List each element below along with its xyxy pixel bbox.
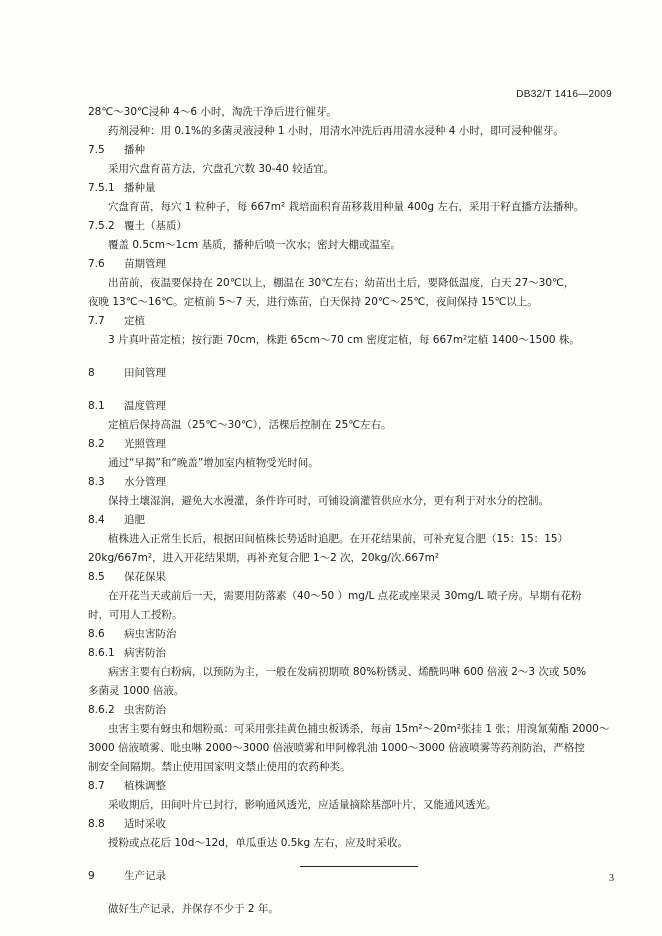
section-heading: 8.1 温度管理 <box>88 400 166 412</box>
section-heading: 7.5 播种 <box>88 144 145 156</box>
paragraph: 3 片真叶苗定植；按行距 70cm，株距 65cm～70 cm 密度定植，每 667m²定植 1400～1500 株。 <box>108 334 580 346</box>
section-heading: 8.4 追肥 <box>88 514 145 526</box>
paragraph: 病害主要有白粉病，以预防为主，一般在发病初期喷 80%粉锈灵、烯酰吗啉 600 倍液 2～3 次或 50% <box>108 666 587 678</box>
paragraph: 制安全间隔期。禁止使用国家明文禁止使用的农药种类。 <box>88 761 351 773</box>
paragraph: 覆盖 0.5cm～1cm 基质，播种后喷一次水；密封大棚或温室。 <box>108 239 402 251</box>
paragraph: 通过“早揭”和“晚盖”增加室内植物受光时间。 <box>108 457 319 469</box>
paragraph: 穴盘育苗，每穴 1 粒种子，每 667m² 栽培面积育苗移栽用种量 400g 左右，采用干籽直播方法播种。 <box>108 201 585 213</box>
paragraph: 出苗前，夜温要保持在 20℃以上，棚温在 30℃左右；幼苗出土后，要降低温度，白天 27～30℃， <box>108 277 575 289</box>
paragraph: 药剂浸种：用 0.1%的多菌灵液浸种 1 小时，用清水冲洗后再用清水浸种 4 小时，即可浸种催芽。 <box>108 125 564 137</box>
section-heading: 7.5.1 播种量 <box>88 182 156 194</box>
paragraph: 20kg/667m²，进入开花结果期，再补充复合肥 1～2 次，20kg/次.667m² <box>88 552 440 564</box>
chapter-heading: 9 生产记录 <box>88 870 166 882</box>
document-body <box>88 103 618 919</box>
section-heading: 8.8 适时采收 <box>88 818 166 830</box>
paragraph: 时，可用人工授粉。 <box>88 609 183 621</box>
section-heading: 7.7 定植 <box>88 315 145 327</box>
page-number: 3 <box>609 873 614 884</box>
section-heading: 8.3 水分管理 <box>88 476 166 488</box>
section-heading: 8.5 保花保果 <box>88 571 166 583</box>
paragraph: 28℃～30℃浸种 4～6 小时，淘洗干净后进行催芽。 <box>88 106 337 118</box>
paragraph: 授粉或点花后 10d～12d，单瓜重达 0.5kg 左右，应及时采收。 <box>108 837 409 849</box>
paragraph: 虫害主要有蚜虫和烟粉虱：可采用张挂黄色捕虫板诱杀，每亩 15m²～20m²张挂 1 张；用溴氰菊酯 2000～ <box>108 723 610 735</box>
paragraph: 植株进入正常生长后，根据田间植株长势适时追肥。在开花结果前，可补充复合肥（15：15：15） <box>108 533 569 545</box>
section-heading: 8.6 病虫害防治 <box>88 628 177 640</box>
document-code: DB32/T 1416—2009 <box>516 89 612 100</box>
paragraph: 多菌灵 1000 倍液。 <box>88 685 185 697</box>
paragraph: 保持土壤湿润，避免大水漫灌，条件许可时，可铺设滴灌管供应水分，更有利于对水分的控制。 <box>108 495 549 507</box>
paragraph: 做好生产记录，并保存不少于 2 年。 <box>108 903 279 915</box>
section-heading: 7.6 苗期管理 <box>88 258 166 270</box>
paragraph: 3000 倍液喷雾、吡虫啉 2000～3000 倍液喷雾和甲阿橡乳油 1000～3000 倍液喷雾等药剂防治，严格控 <box>88 742 585 754</box>
section-heading: 7.5.2 覆土（基质） <box>88 220 187 232</box>
section-heading: 8.7 植株调整 <box>88 780 166 792</box>
paragraph: 在开花当天或前后一天，需要用防落素（40～50 ）mg/L 点花或座果灵 30mg/L 喷子房。早期有花粉 <box>108 590 582 602</box>
paragraph: 采用穴盘育苗方法，穴盘孔穴数 30-40 较适宜。 <box>108 163 335 175</box>
section-heading: 8.6.1 病害防治 <box>88 647 166 659</box>
paragraph: 夜晚 13℃～16℃。定植前 5～7 天，进行炼苗，白天保持 20℃～25℃，夜间保持 15℃以上。 <box>88 296 538 308</box>
paragraph: 定植后保持高温（25℃～30℃），活棵后控制在 25℃左右。 <box>108 419 392 431</box>
paragraph: 采收期后，田间叶片已封行，影响通风透光，应适量摘除基部叶片，又能通风透光。 <box>108 799 497 811</box>
section-heading: 8.6.2 虫害防治 <box>88 704 166 716</box>
chapter-heading: 8 田间管理 <box>88 367 166 379</box>
section-heading: 8.2 光照管理 <box>88 438 166 450</box>
end-divider <box>300 866 418 867</box>
